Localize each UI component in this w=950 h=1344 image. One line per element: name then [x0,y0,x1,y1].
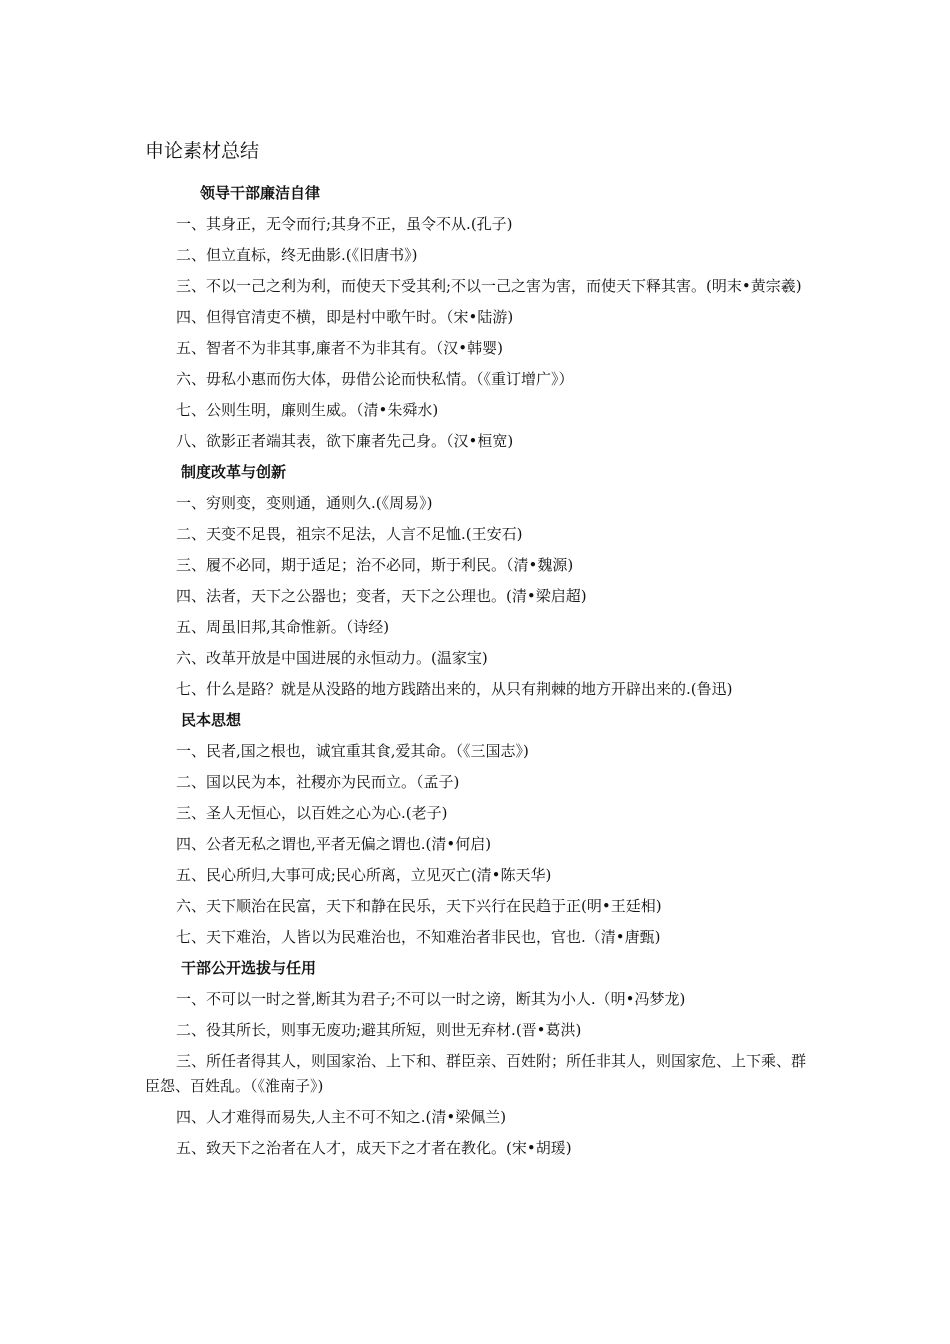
quote-item: 六、天下顺治在民富，天下和静在民乐，天下兴行在民趋于正(明•王廷相) [176,897,662,915]
quote-item: 三、所任者得其人，则国家治、上下和、群臣亲、百姓附；所任非其人，则国家危、上下乘、群臣怨、百姓乱。（《淮南子》) [145,1052,807,1095]
quote-item: 四、人才难得而易失,人主不可不知之.(清•梁佩兰) [176,1108,507,1126]
quote-item: 一、穷则变，变则通，通则久.(《周易》) [176,494,433,512]
section-heading: 制度改革与创新 [181,463,287,481]
quote-item: 四、但得官清吏不横，即是村中歌午时。（宋•陆游) [176,308,514,326]
quote-item: 六、改革开放是中国进展的永恒动力。(温家宝) [176,649,488,667]
quote-item: 二、国以民为本，社稷亦为民而立。（孟子) [176,773,460,791]
document-body [145,178,815,1164]
section-heading: 干部公开选拔与任用 [181,959,317,977]
quote-item: 二、役其所长，则事无废功;避其所短，则世无弃材.(晋•葛洪) [176,1021,582,1039]
quote-item: 一、不可以一时之誉,断其为君子;不可以一时之谤，断其为小人.（明•冯梦龙) [176,990,686,1008]
quote-item: 七、公则生明，廉则生威。（清•朱舜水) [176,401,439,419]
quote-item: 二、但立直标，终无曲影.(《旧唐书》) [176,246,418,264]
quote-item: 三、不以一己之利为利，而使天下受其利;不以一己之害为害，而使天下释其害。(明末•黄宗羲) [176,277,802,295]
quote-item: 八、欲影正者端其表，欲下廉者先己身。（汉•桓宽) [176,432,514,450]
section-heading: 民本思想 [181,711,242,729]
quote-item: 三、履不必同，期于适足；治不必同，斯于利民。（清•魏源) [176,556,574,574]
quote-item: 五、民心所归,大事可成;民心所离，立见灭亡(清•陈天华) [176,866,552,884]
section-cadre-selection [145,953,815,1164]
quote-item: 七、天下难治，人皆以为民难治也，不知难治者非民也，官也.（清•唐甄) [176,928,661,946]
quote-item: 五、周虽旧邦,其命惟新。（诗经) [176,618,390,636]
quote-item: 六、毋私小惠而伤大体，毋借公论而快私情。（《重订增广》） [176,370,574,388]
quote-item: 三、圣人无恒心，以百姓之心为心.(老子) [176,804,448,822]
quote-item: 五、智者不为非其事,廉者不为非其有。（汉•韩婴) [176,339,503,357]
quote-item: 七、什么是路？就是从没路的地方践踏出来的，从只有荆棘的地方开辟出来的.(鲁迅) [176,680,733,698]
quote-item: 二、天变不足畏，祖宗不足法，人言不足恤.(王安石) [176,525,523,543]
section-heading: 领导干部廉洁自律 [200,184,321,202]
quote-item: 四、公者无私之谓也,平者无偏之谓也.(清•何启) [176,835,492,853]
section-integrity [145,178,815,457]
section-people-oriented [145,705,815,953]
quote-item: 一、其身正，无令而行;其身不正，虽令不从.(孔子) [176,215,513,233]
section-reform [145,457,815,705]
quote-item: 四、法者，天下之公器也；变者，天下之公理也。(清•梁启超) [176,587,587,605]
document-title: 申论素材总结 [145,140,260,162]
quote-item: 五、致天下之治者在人才，成天下之才者在教化。(宋•胡瑗) [176,1139,572,1157]
quote-item: 一、民者,国之根也，诚宜重其食,爱其命。（《三国志》) [176,742,529,760]
